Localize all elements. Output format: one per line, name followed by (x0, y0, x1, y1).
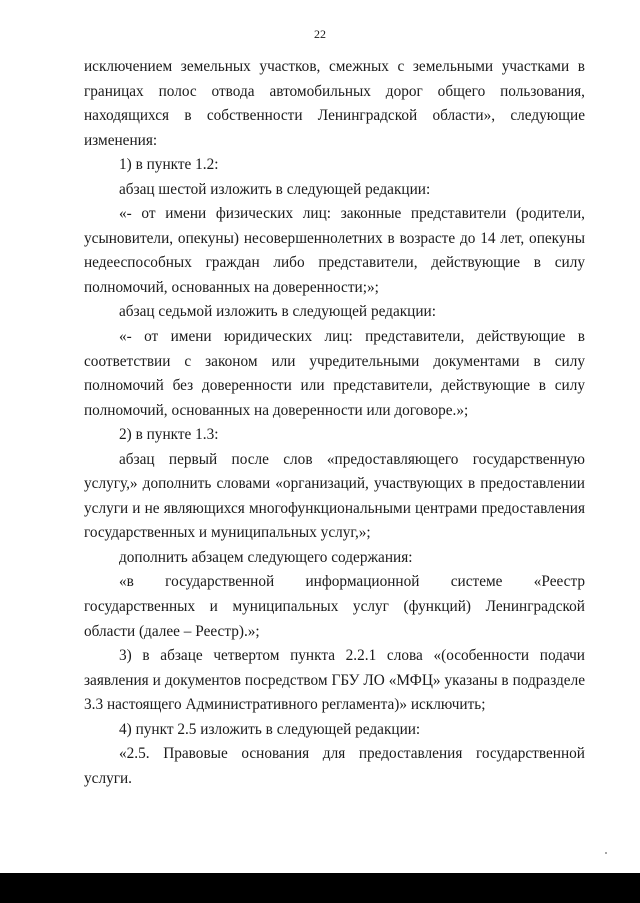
paragraph-abzac-7-heading: абзац седьмой изложить в следующей редакции: (119, 303, 436, 321)
paragraph-abzac-6-heading: абзац шестой изложить в следующей редакции: (119, 180, 431, 198)
document-body (84, 55, 585, 791)
scan-speck (605, 852, 607, 854)
paragraph-physical-persons: «- от имени физических лиц: законные представители (родители, усыновители, опекуны) несовершеннолетних в возрасте до 14 лет, опекуны недееспособных граждан либо представители, действующие в силу полномочий, основанных на доверенности;»; (84, 205, 585, 296)
paragraph-registry: «в государственной информационной системе «Реестр государственных и муниципальных услуг (функций) Ленинградской области (далее – Реестр).»; (84, 573, 585, 640)
page-number: 22 (314, 27, 326, 41)
paragraph-item-3: 3) в абзаце четвертом пункта 2.2.1 слова «(особенности подачи заявления и документов посредством ГБУ ЛО «МФЦ» указаны в подразделе 3.3 настоящего Административного регламента)» исключить; (84, 647, 585, 714)
paragraph-add-abzac: дополнить абзацем следующего содержания: (119, 548, 413, 566)
paragraph-item-4: 4) пункт 2.5 изложить в следующей редакции: (119, 720, 421, 738)
paragraph-item-1: 1) в пункте 1.2: (119, 156, 219, 174)
paragraph-legal-entities: «- от имени юридических лиц: представители, действующие в соответствии с законом или учредительными документами в силу полномочий без доверенности или представители, действующие в силу полномочий, основанных на доверенности или договоре.»; (84, 328, 585, 419)
paragraph-abzac-1-addition: абзац первый после слов «предоставляющего государственную услугу,» дополнить словами «организаций, участвующих в предоставлении услуги и не являющихся многофункциональными центрами предоставления государственных и муниципальных услуг,»; (84, 450, 585, 542)
paragraph-legal-grounds: «2.5. Правовые основания для предоставления государственной услуги. (84, 745, 585, 787)
scan-bottom-edge (0, 873, 640, 903)
paragraph-item-2: 2) в пункте 1.3: (119, 426, 219, 444)
paragraph-intro: исключением земельных участков, смежных с земельными участками в границах полос отвода автомобильных дорог общего пользования, находящихся в собственности Ленинградской области», следующие изменения: (84, 58, 585, 149)
